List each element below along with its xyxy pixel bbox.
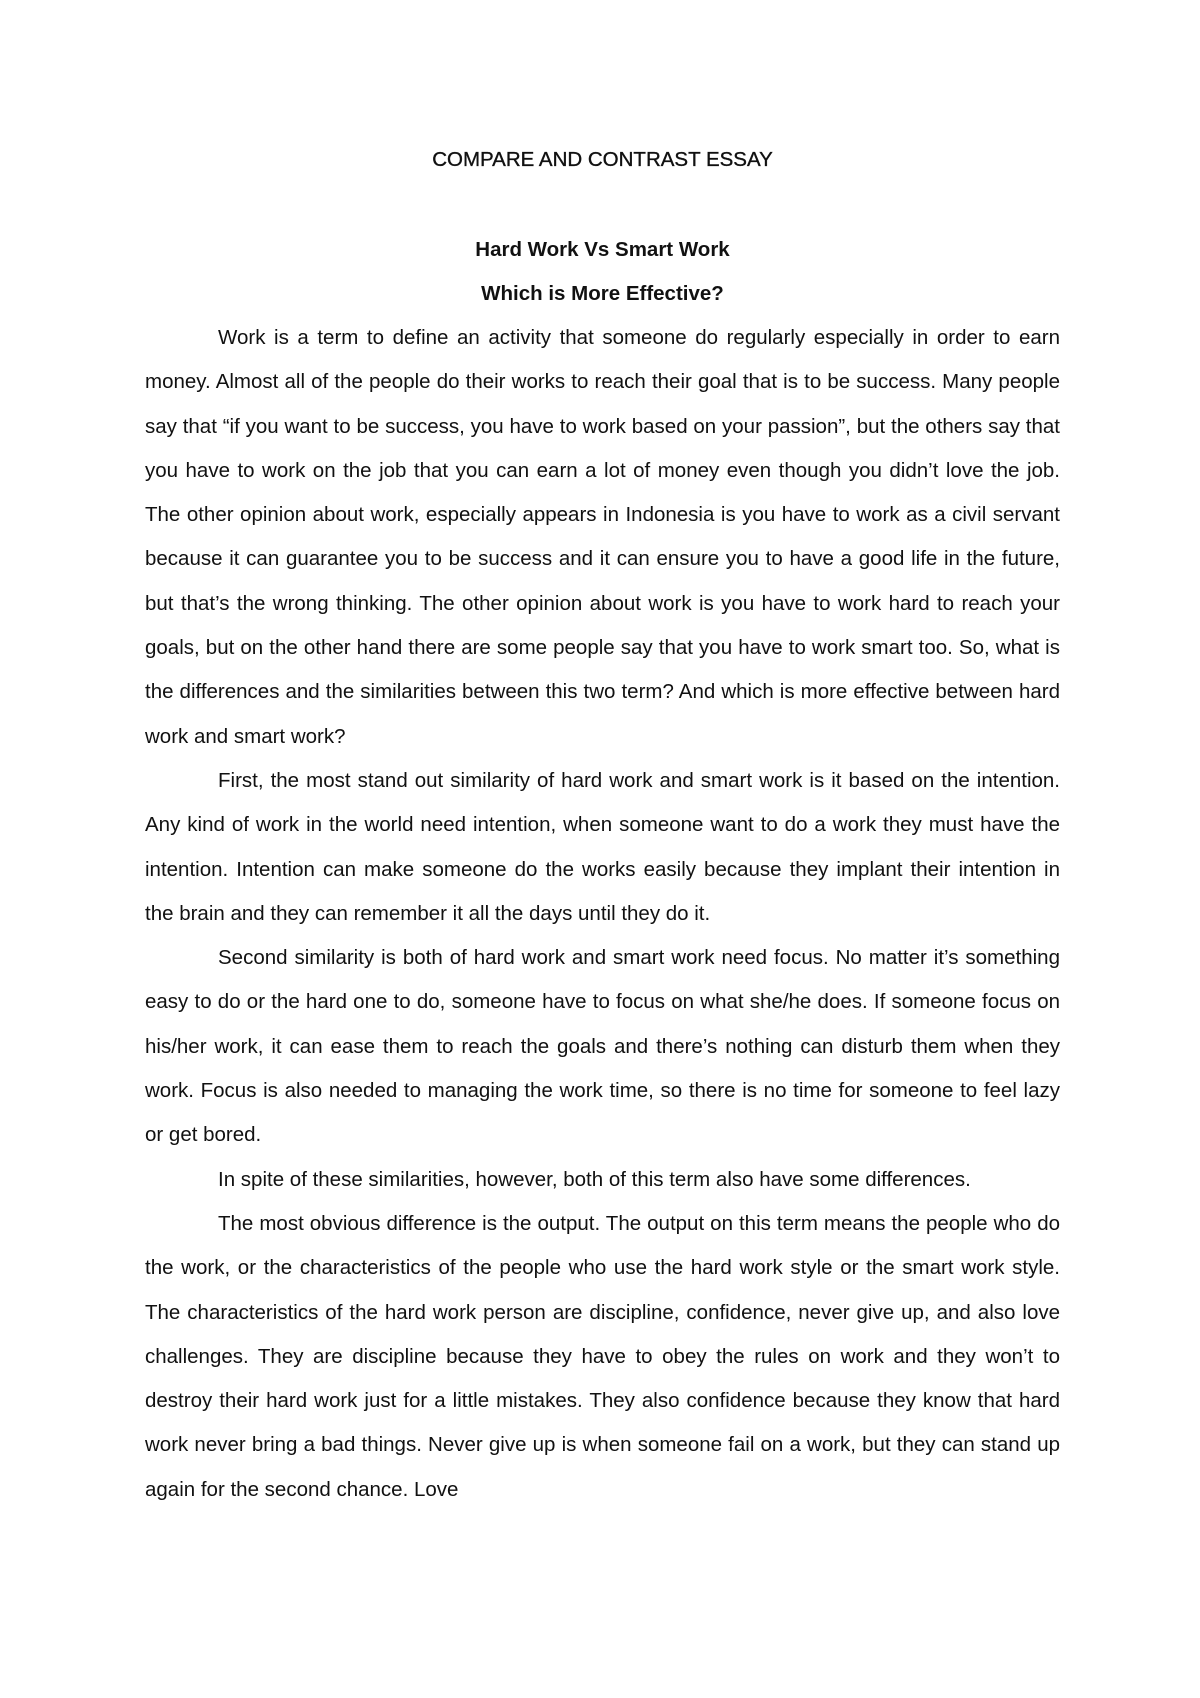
essay-question: Which is More Effective?: [481, 282, 724, 305]
document-title: COMPARE AND CONTRAST ESSAY: [432, 148, 773, 171]
title-spacer: [145, 182, 1060, 228]
paragraph-first-difference: The most obvious difference is the output. The output on this term means the people who do the work, or the characteristics of the people who use the hard work style or the smart work style. The characteristics of the hard work person are discipline, confidence, never give up, and also love challenges. They are discipline because they have to obey the rules on work and they won’t to destroy their hard work just for a little mistakes. They also confidence because they know that hard work never bring a bad things. Never give up is when someone fail on a work, but they can stand up again for the second chance. Love: [145, 1211, 1060, 1501]
document-body: [145, 138, 1060, 1512]
essay-subtitle: Hard Work Vs Smart Work: [475, 238, 730, 261]
paragraph-first-similarity: First, the most stand out similarity of hard work and smart work is it based on the intention. Any kind of work in the world need intention, when someone want to do a work they must have the intention. Intention can make someone do the works easily because they implant their intention in the brain and they can remember it all the days until they do it.: [145, 768, 1060, 925]
paragraph-introduction: Work is a term to define an activity that someone do regularly especially in order to earn money. Almost all of the people do their works to reach their goal that is to be success. Many people say that “if you want to be success, you have to work based on your passion”, but the others say that you have to work on the job that you can earn a lot of money even though you didn’t love the job. The other opinion about work, especially appears in Indonesia is you have to work as a civil servant because it can guarantee you to be success and it can ensure you to have a good life in the future, but that’s the wrong thinking. The other opinion about work is you have to work hard to reach your goals, but on the other hand there are some people say that you have to work smart too. So, what is the differences and the similarities between this two term? And which is more effective between hard work and smart work?: [145, 326, 1060, 748]
paragraph-transition: In spite of these similarities, however, both of this term also have some differences.: [218, 1167, 971, 1191]
paragraph-second-similarity: Second similarity is both of hard work and smart work need focus. No matter it’s something easy to do or the hard one to do, someone have to focus on what she/he does. If someone focus on his/her work, it can ease them to reach the goals and there’s nothing can disturb them when they work. Focus is also needed to managing the work time, so there is no time for someone to feel lazy or get bored.: [145, 946, 1060, 1147]
